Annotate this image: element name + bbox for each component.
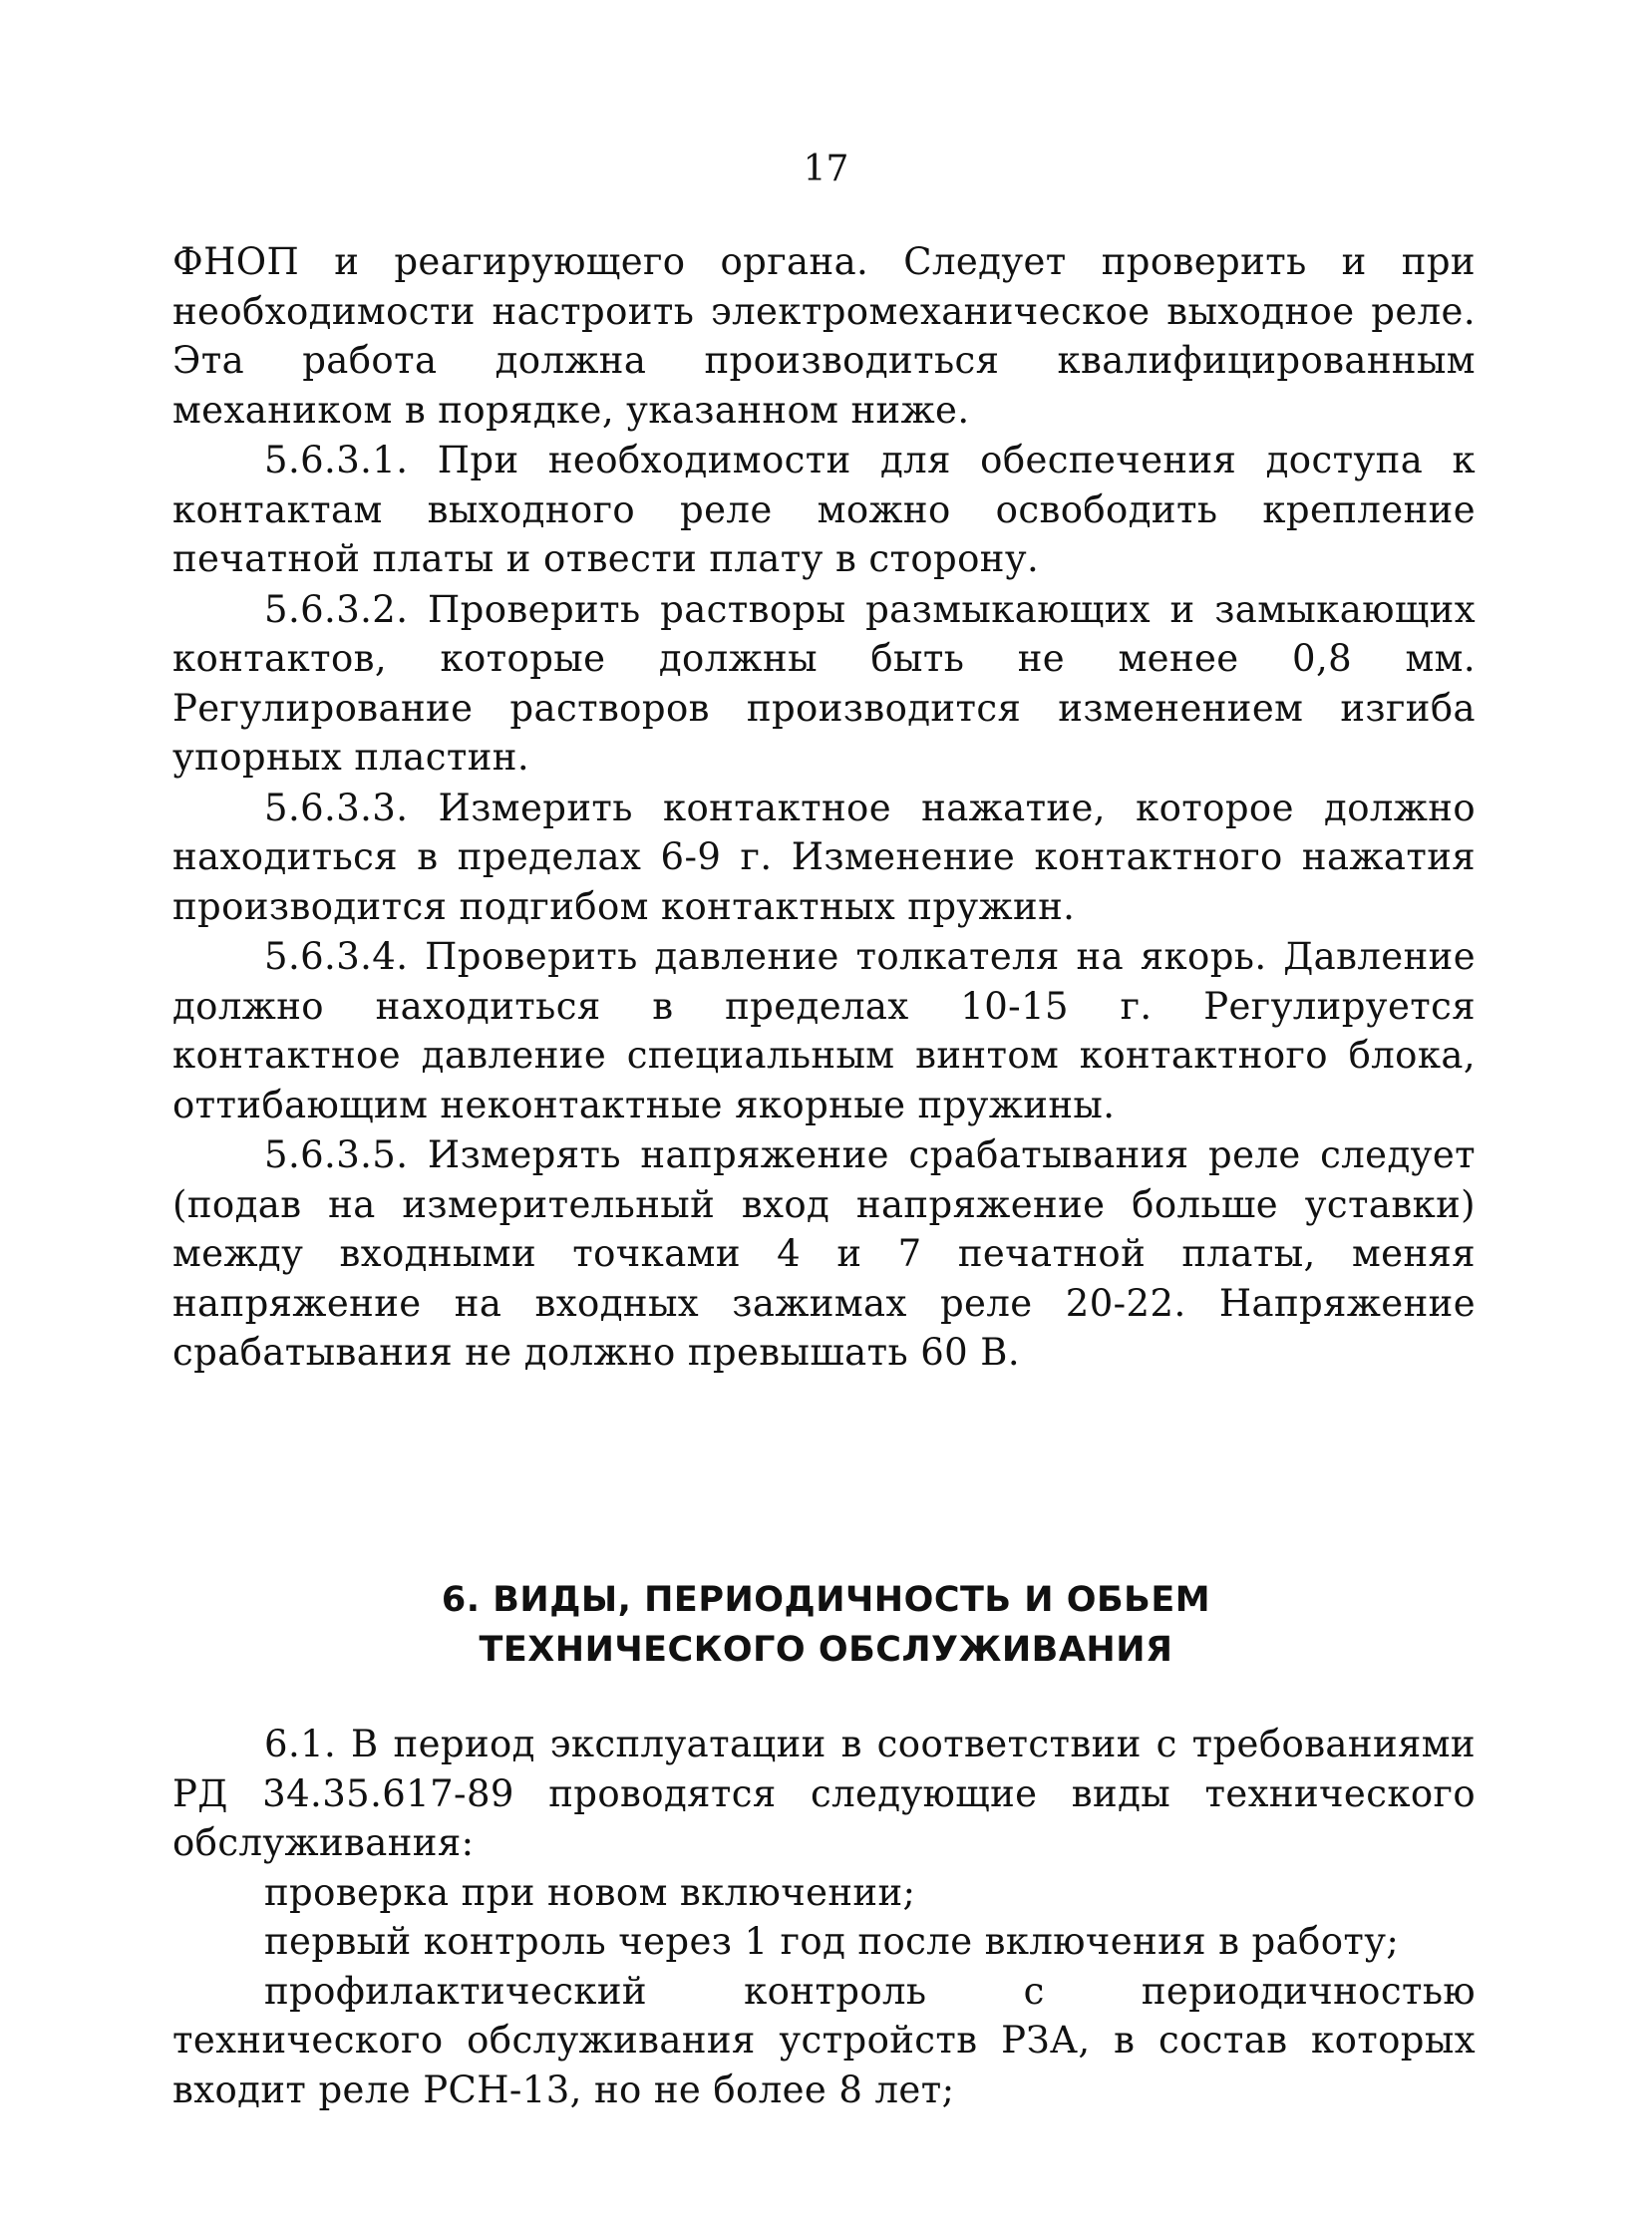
- paragraph-continuation: ФНОП и реагирующего органа. Следует проверить и при необходимости настроить электромеханическое выходное реле. Эта работа должна производиться квалифицированным механиком в порядке, указанном ниже.: [172, 240, 1476, 432]
- list-item-preventive-control: профилактический контроль с периодичностью технического обслуживания устройств РЗА, в состав которых входит реле РСН-13, но не более 8 лет;: [172, 1969, 1476, 2111]
- paragraph-5-6-3-5: 5.6.3.5. Измерять напряжение срабатывания реле следует (подав на измерительный вход напряжение больше уставки) между входными точками 4 и 7 печатной платы, меняя напряжение на входных зажимах реле 20-22. Напряжение срабатывания не должно превышать 60 В.: [172, 1133, 1476, 1374]
- paragraph-5-6-3-3: 5.6.3.3. Измерить контактное нажатие, которое должно находиться в пределах 6-9 г. Изменение контактного нажатия производится подгибом контактных пружин.: [172, 786, 1476, 928]
- section-6-heading: [0, 1575, 1652, 1675]
- list-item-first-control: первый контроль через 1 год после включения в работу;: [264, 1920, 1400, 1963]
- heading-line-1: 6. ВИДЫ, ПЕРИОДИЧНОСТЬ И ОБЬЕМ: [441, 1580, 1211, 1620]
- heading-line-2: ТЕХНИЧЕСКОГО ОБСЛУЖИВАНИЯ: [479, 1630, 1173, 1670]
- paragraph-5-6-3-4: 5.6.3.4. Проверить давление толкателя на якорь. Давление должно находиться в пределах 10-15 г. Регулируется контактное давление специальным винтом контактного блока, оттибающим неконтактные якорные пружины.: [172, 935, 1476, 1126]
- section-6-body: [172, 1720, 1476, 2114]
- paragraph-5-6-3-2: 5.6.3.2. Проверить растворы размыкающих и замыкающих контактов, которые должны быть не менее 0,8 мм. Регулирование растворов производится изменением изгиба упорных пластин.: [172, 587, 1476, 779]
- paragraph-5-6-3-1: 5.6.3.1. При необходимости для обеспечения доступа к контактам выходного реле можно освободить крепление печатной платы и отвести плату в сторону.: [172, 439, 1476, 580]
- page-number: 17: [803, 149, 849, 189]
- paragraph-6-1: 6.1. В период эксплуатации в соответствии с требованиями РД 34.35.617-89 проводятся следующие виды технического обслуживания:: [172, 1723, 1476, 1864]
- section-5-body: [172, 237, 1476, 1378]
- list-item-new-inclusion-check: проверка при новом включении;: [264, 1870, 916, 1914]
